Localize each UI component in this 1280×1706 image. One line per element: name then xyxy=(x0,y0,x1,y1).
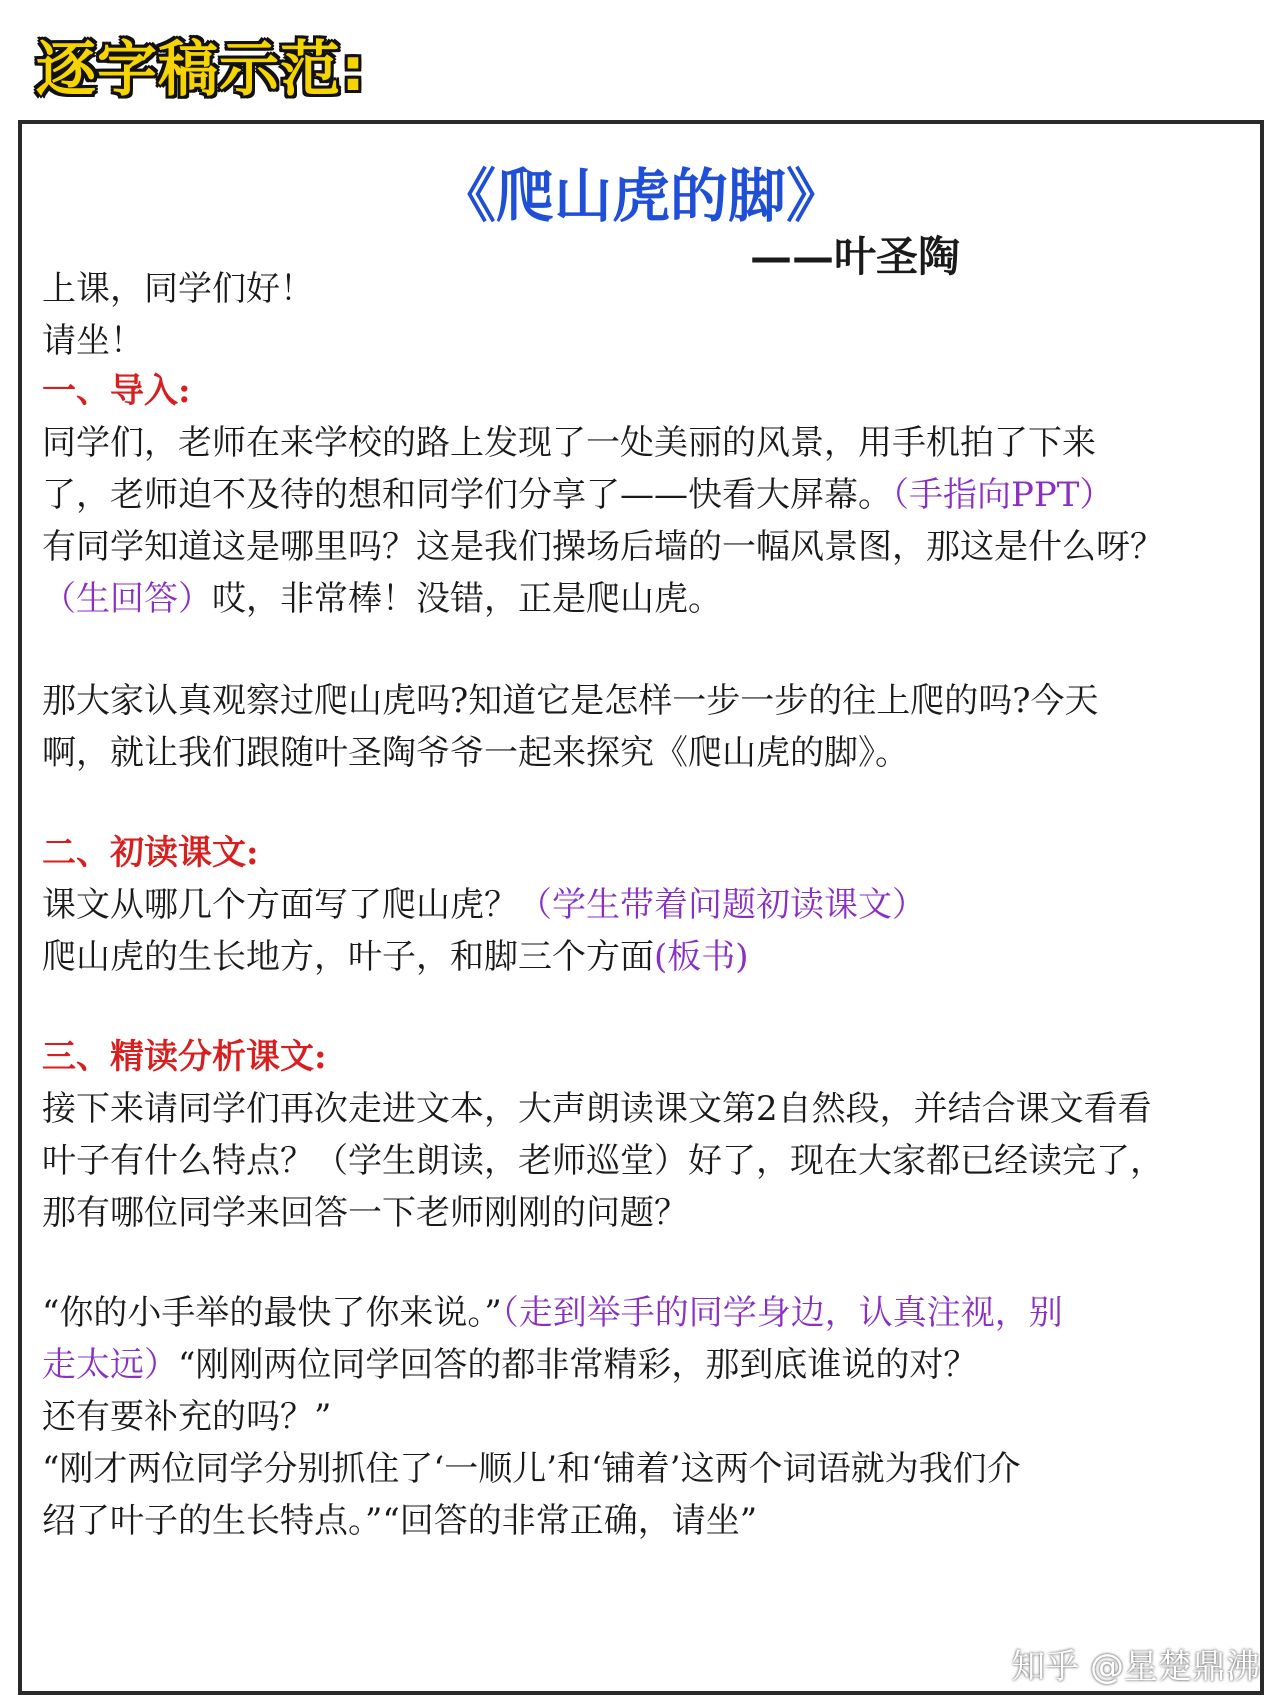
teacher-note: (板书) xyxy=(654,937,749,977)
text-line: 啊，就让我们跟随叶圣陶爷爷一起来探究《爬山虎的脚》。 xyxy=(42,733,909,773)
text-line xyxy=(42,579,722,619)
teacher-note: 走太远） xyxy=(42,1345,178,1385)
text-span: “你的小手举的最快了你来说。” xyxy=(42,1293,502,1333)
text-span: 爬山虎的生长地方，叶子，和脚三个方面 xyxy=(42,937,654,977)
text-span: 课文从哪几个方面写了爬山虎？ xyxy=(42,885,518,925)
text-line: 那有哪位同学来回答一下老师刚刚的问题？ xyxy=(42,1193,688,1233)
section-heading-close-read: 三、精读分析课文: xyxy=(42,1037,327,1077)
page-heading: 逐字稿示范: xyxy=(36,35,366,105)
text-line xyxy=(42,475,1114,515)
text-line: “刚才两位同学分别抓住了‘一顺儿’和‘铺着’这两个词语就为我们介 xyxy=(42,1449,1021,1489)
section-heading-intro: 一、导入: xyxy=(42,371,191,411)
text-span: 了，老师迫不及待的想和同学们分享了——快看大屏幕。 xyxy=(42,475,892,515)
text-line: 同学们，老师在来学校的路上发现了一处美丽的风景，用手机拍了下来 xyxy=(42,423,1096,463)
teacher-note: （学生带着问题初读课文） xyxy=(518,885,926,925)
section-heading-first-read: 二、初读课文: xyxy=(42,833,259,873)
text-line: 请坐！ xyxy=(42,321,144,361)
text-line xyxy=(42,885,926,925)
text-line: 那大家认真观察过爬山虎吗?知道它是怎样一步一步的往上爬的吗?今天 xyxy=(42,681,1099,721)
watermark: 知乎 @星楚鼎沸 xyxy=(1011,1647,1260,1687)
text-line xyxy=(42,1293,1063,1333)
text-line: 接下来请同学们再次走进文本，大声朗读课文第2自然段，并结合课文看看 xyxy=(42,1089,1152,1129)
teacher-note: （走到举手的同学身边，认真注视，别 xyxy=(501,1293,1063,1333)
text-span: “刚刚两位同学回答的都非常精彩，那到底谁说的对？ xyxy=(178,1345,978,1385)
lesson-title: 《爬山虎的脚》 xyxy=(437,162,844,230)
text-line xyxy=(42,1345,978,1385)
text-line: 叶子有什么特点？（学生朗读，老师巡堂）好了，现在大家都已经读完了， xyxy=(42,1141,1164,1181)
text-line: 绍了叶子的生长特点。”“回答的非常正确，请坐” xyxy=(42,1501,758,1541)
document-frame xyxy=(18,120,1264,1695)
text-line xyxy=(42,937,749,977)
teacher-note: （生回答） xyxy=(42,579,212,619)
text-line: 还有要补充的吗？” xyxy=(42,1397,332,1437)
text-line: 有同学知道这是哪里吗？这是我们操场后墙的一幅风景图，那这是什么呀？ xyxy=(42,527,1164,567)
text-span: 哎，非常棒！没错，正是爬山虎。 xyxy=(212,579,722,619)
author-line: ——叶圣陶 xyxy=(749,232,960,281)
text-line: 上课，同学们好！ xyxy=(42,269,314,309)
teacher-note: （手指向PPT） xyxy=(892,475,1114,515)
